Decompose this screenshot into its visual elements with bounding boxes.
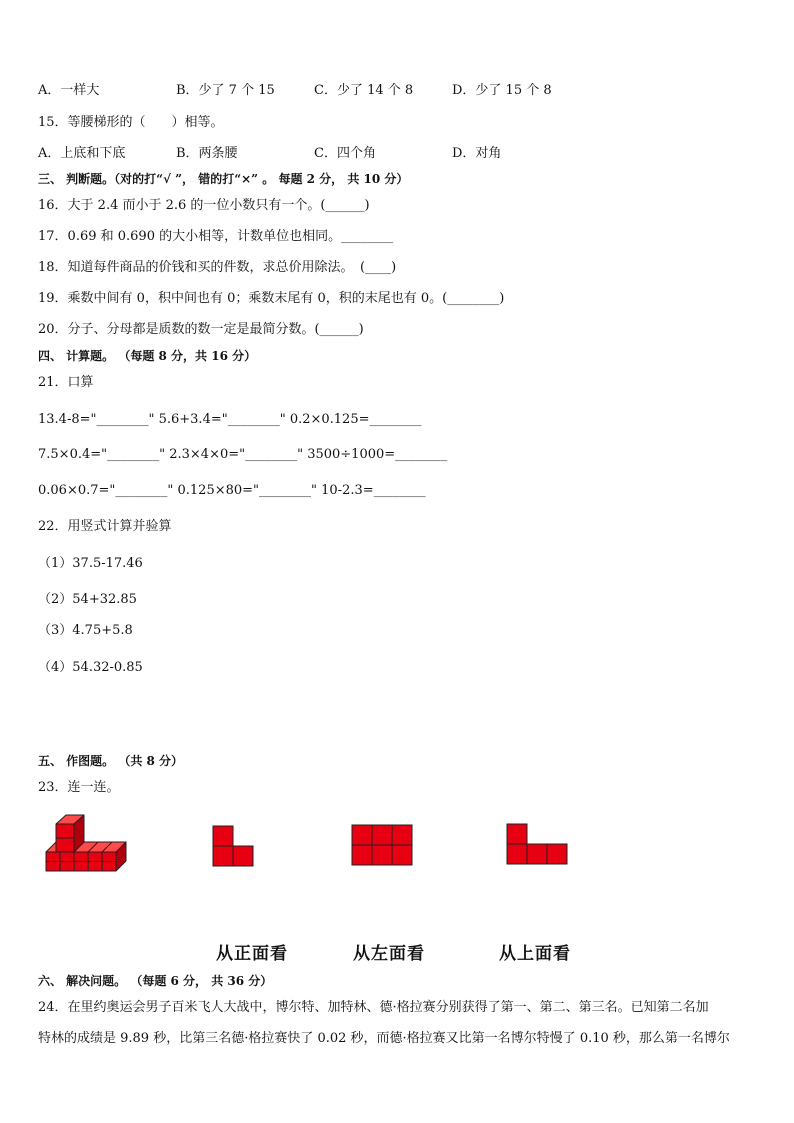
q21-title: 21．口算 <box>38 375 94 390</box>
q14-option-a: A．一样大 <box>38 83 100 98</box>
q22-item-4: （4）54.32-0.85 <box>38 660 143 675</box>
q24-line-1: 24．在里约奥运会男子百米飞人大战中，博尔特、加特林、德·格拉赛分别获得了第一、第二、第三名。已知第二名加 <box>38 1000 709 1015</box>
cube-solid-figure <box>44 812 128 874</box>
q18: 18．知道每件商品的价钱和买的件数，求总价用除法。 (____) <box>38 260 397 275</box>
q22-item-1: （1）37.5-17.46 <box>38 556 143 571</box>
section3-header: 三、 判断题。（对的打“√ ”， 错的打“×” 。 每题 2 分， 共 10 分） <box>38 172 409 186</box>
q21-row-1: 13.4-8="________" 5.6+3.4="________" 0.2×0.125=________ <box>38 412 422 427</box>
view-label-left: 从左面看 <box>353 944 425 964</box>
q21-row-3: 0.06×0.7="________" 0.125×80="________" 10-2.3=________ <box>38 483 426 498</box>
q15-option-d: D．对角 <box>452 146 502 161</box>
section6-header: 六、 解决问题。 （每题 6 分， 共 36 分） <box>38 974 273 988</box>
q20: 20．分子、分母都是质数的数一定是最简分数。(______) <box>38 322 364 337</box>
q17: 17．0.69 和 0.690 的大小相等，计数单位也相同。________ <box>38 229 394 244</box>
q24-line-2: 特林的成绩是 9.89 秒，比第三名德·格拉赛快了 0.02 秒，而德·格拉赛又比第一名博尔特慢了 0.10 秒，那么第一名博尔 <box>38 1031 730 1046</box>
q14-option-c: C．少了 14 个 8 <box>314 83 414 98</box>
view-label-top: 从上面看 <box>499 944 571 964</box>
q22-item-2: （2）54+32.85 <box>38 592 137 607</box>
section5-header: 五、 作图题。 （共 8 分） <box>38 754 184 768</box>
q16: 16．大于 2.4 而小于 2.6 的一位小数只有一个。(______) <box>38 198 370 213</box>
q23-title: 23．连一连。 <box>38 780 120 795</box>
q15-option-b: B．两条腰 <box>176 146 238 161</box>
q14-option-b: B．少了 7 个 15 <box>176 83 275 98</box>
view-shape-l-long <box>506 823 569 865</box>
q15-stem: 15．等腰梯形的（ ）相等。 <box>38 115 224 130</box>
q22-item-3: （3）4.75+5.8 <box>38 623 133 638</box>
view-shape-l-small <box>212 825 256 867</box>
q15-option-a: A．上底和下底 <box>38 146 126 161</box>
q14-option-d: D．少了 15 个 8 <box>452 83 552 98</box>
q21-row-2: 7.5×0.4="________" 2.3×4×0="________" 3500÷1000=________ <box>38 447 448 462</box>
view-label-front: 从正面看 <box>216 944 288 964</box>
view-shape-rectangle <box>351 824 414 866</box>
q15-option-c: C．四个角 <box>314 146 376 161</box>
q22-title: 22．用竖式计算并验算 <box>38 519 172 534</box>
section4-header: 四、 计算题。 （每题 8 分，共 16 分） <box>38 349 257 363</box>
q19: 19．乘数中间有 0，积中间也有 0；乘数末尾有 0，积的末尾也有 0。(________) <box>38 291 505 306</box>
